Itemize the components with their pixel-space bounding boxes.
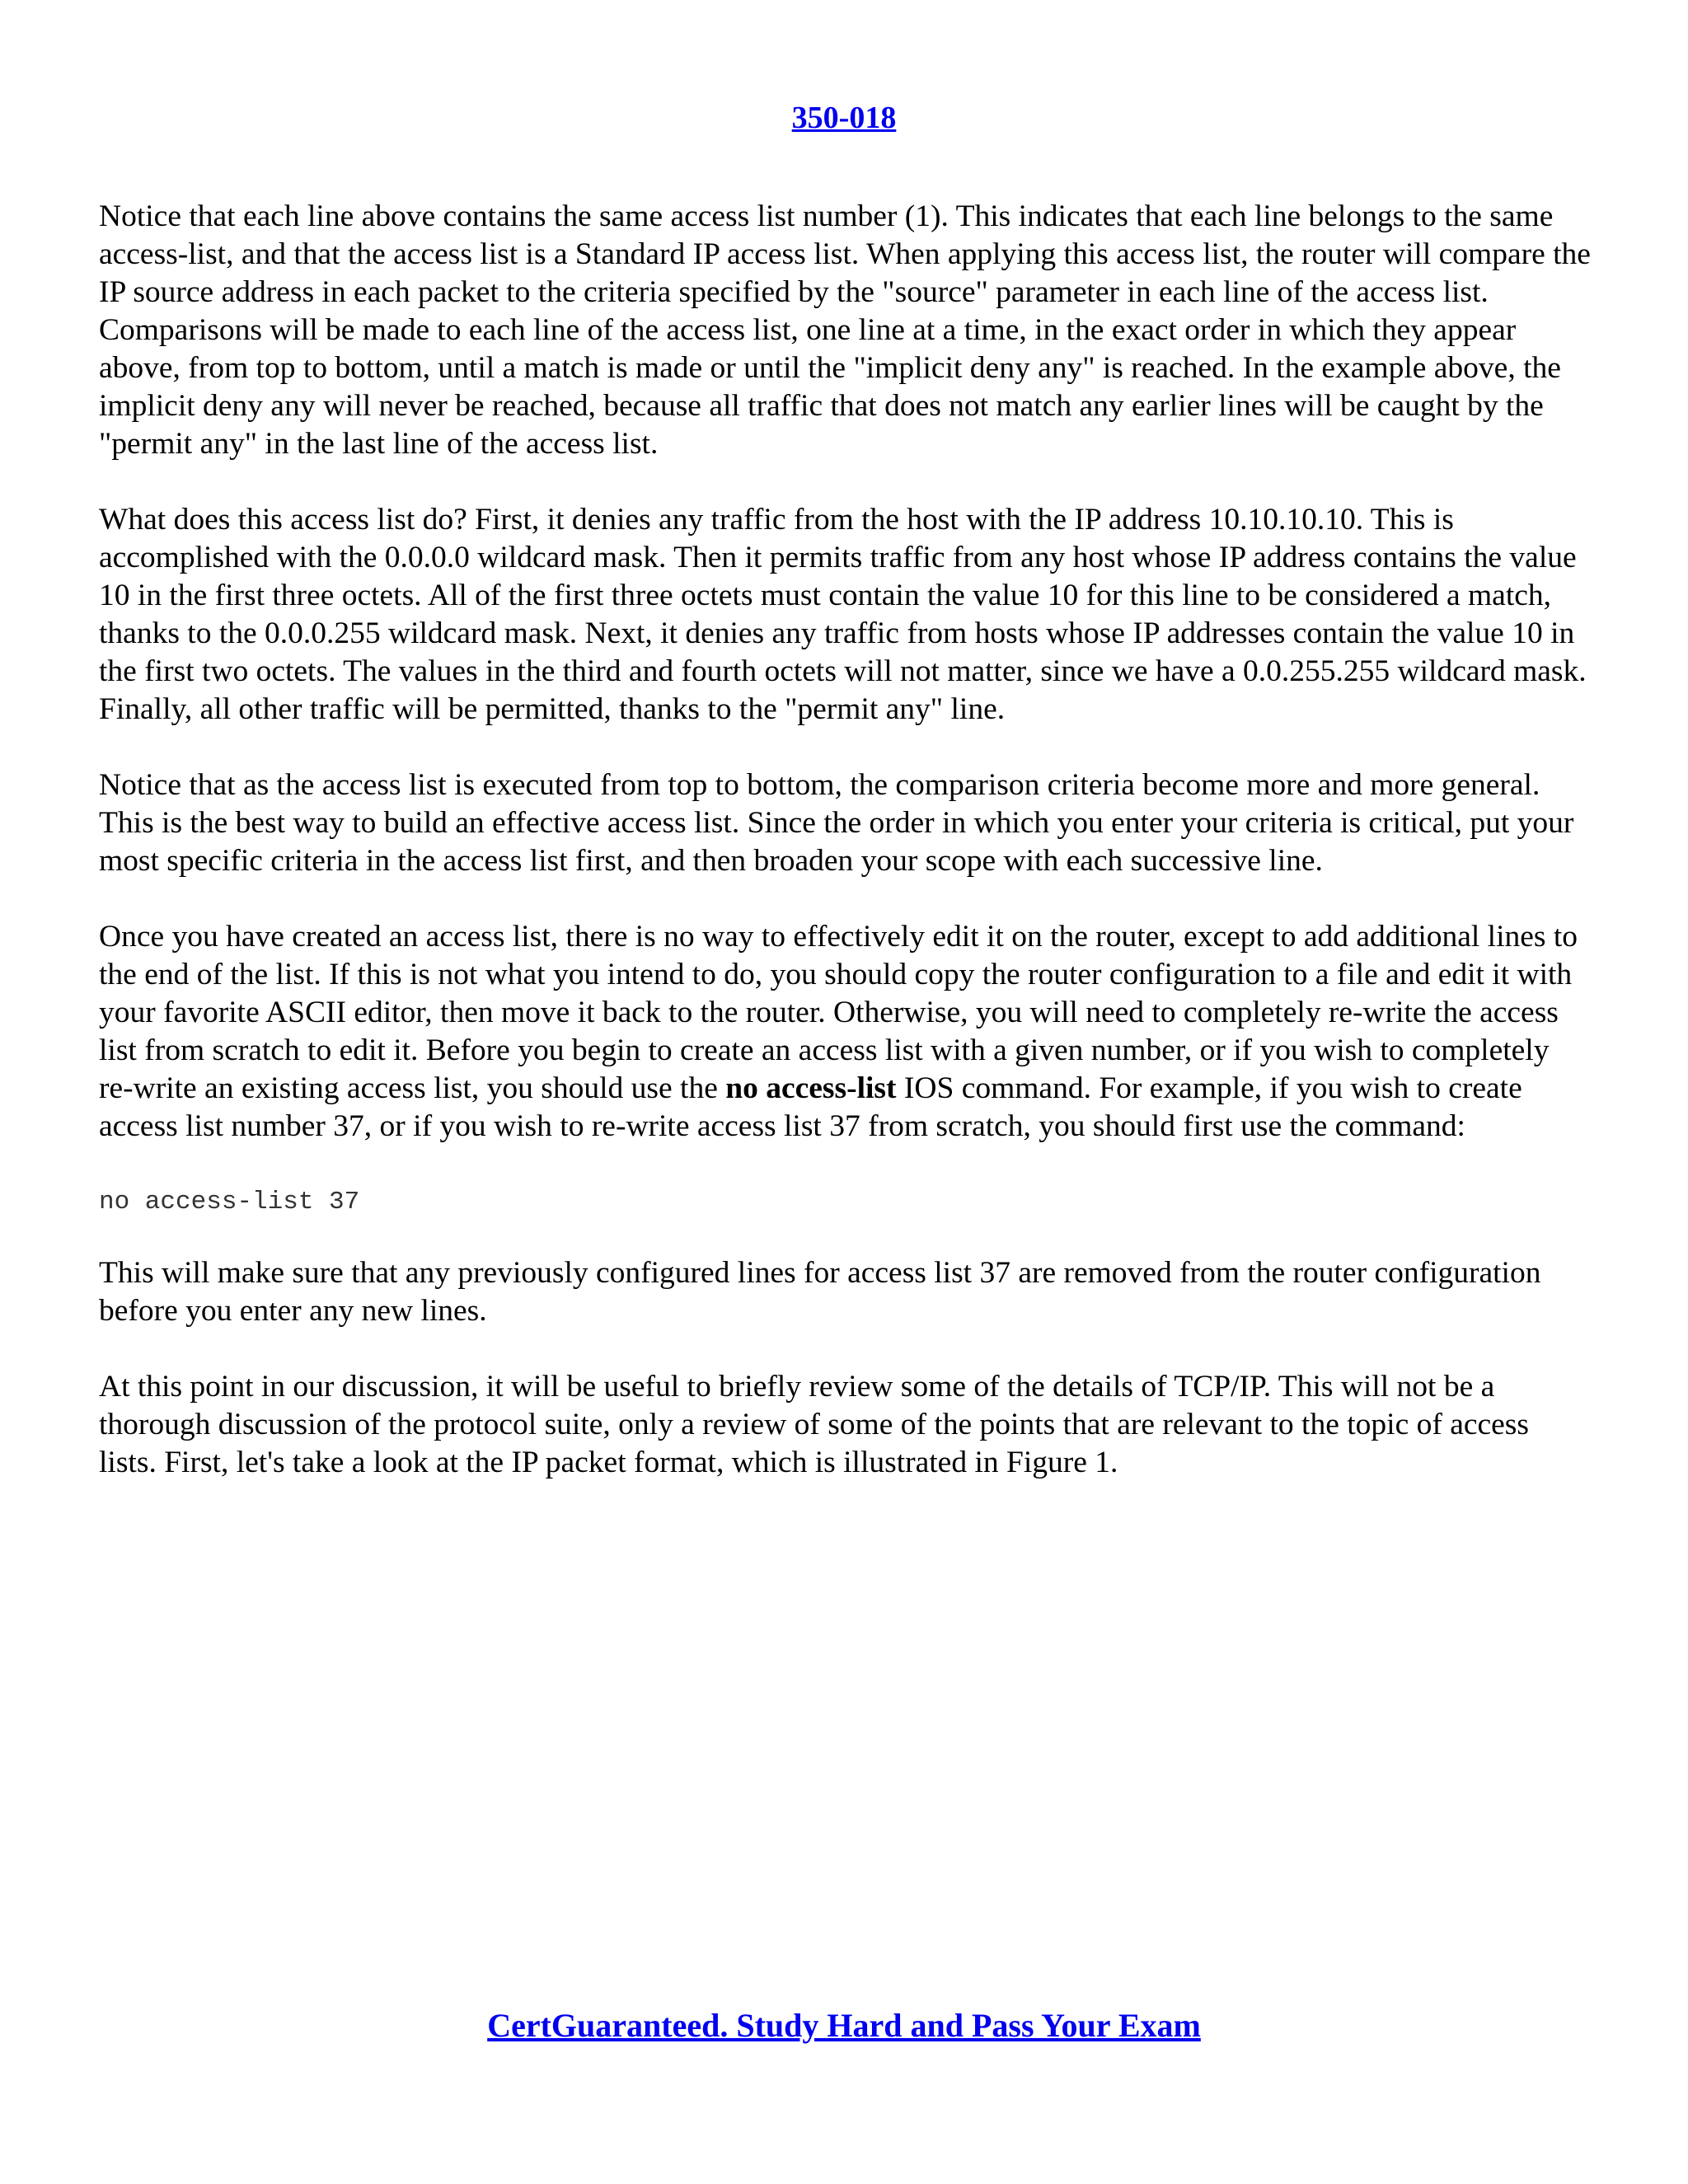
paragraph-access-list-function: What does this access list do? First, it denies any traffic from the host with the IP address 10.10.10.10. This is accomplished with the 0.0.0.0 wildcard mask. Then it permits traffic from any host whose IP address contains the value 10 in the first three octets. All of the first three octets must contain the value 10 for this line to be considered a match, thanks to the 0.0.0.255 wildcard mask. Next, it denies any traffic from hosts whose IP addresses contain the value 10 in the first two octets. The values in the third and fourth octets will not matter, since we have a 0.0.255.255 wildcard mask. Finally, all other traffic will be permitted, thanks to the "permit any" line. [99,503,1587,726]
paragraph-text-segment: IOS command. For example, if you wish to create access list number 37, or if you wish to re-write access list 37 from scratch, you should first use the command: [99,1071,1522,1143]
footer-certguaranteed-link[interactable]: CertGuaranteed. Study Hard and Pass Your Exam [487,2007,1201,2044]
document-body [99,198,1591,1520]
page-header [0,97,1688,138]
paragraph-tcpip-review: At this point in our discussion, it will be useful to briefly review some of the details of TCP/IP. This will not be a thorough discussion of the protocol suite, only a review of some of the points that are relevant to the topic of access lists. First, let's take a look at the IP packet format, which is illustrated in Figure 1. [99,1370,1529,1479]
header-exam-link[interactable]: 350-018 [791,101,897,135]
paragraph-specific-to-general: Notice that as the access list is executed from top to bottom, the comparison criteria become more and more general. This is the best way to build an effective access list. Since the order in which you enter your criteria is critical, put your most specific criteria in the access list first, and then broaden your scope with each successive line. [99,768,1574,878]
page-footer [0,2004,1688,2047]
paragraph-editing-access-lists [99,918,1591,1146]
code-command: no access-list 37 [99,1188,360,1216]
paragraph-access-list-order: Notice that each line above contains the same access list number (1). This indicates that each line belongs to the same access-list, and that the access list is a Standard IP access list. When applying this access list, the router will compare the IP source address in each packet to the criteria specified by the "source" parameter in each line of the access list. Comparisons will be made to each line of the access list, one line at a time, in the exact order in which they appear above, from top to bottom, until a match is made or until the "implicit deny any" is reached. In the example above, the implicit deny any will never be reached, because all traffic that does not match any earlier lines will be caught by the "permit any" in the last line of the access list. [99,199,1591,461]
paragraph-text-segment: Once you have created an access list, there is no way to effectively edit it on the router, except to add additional lines to the end of the list. If this is not what you intend to do, you should copy the router configuration to a file and edit it with your favorite ASCII editor, then move it back to the router. Otherwise, you will need to completely re-write the access list from scratch to edit it. Before you begin to create an access list with a given number, or if you wish to completely re-write an existing access list, you should use the [99,920,1578,1105]
paragraph-command-effect: This will make sure that any previously configured lines for access list 37 are removed from the router configuration before you enter any new lines. [99,1256,1541,1328]
command-name-bold: no access-list [725,1071,897,1105]
